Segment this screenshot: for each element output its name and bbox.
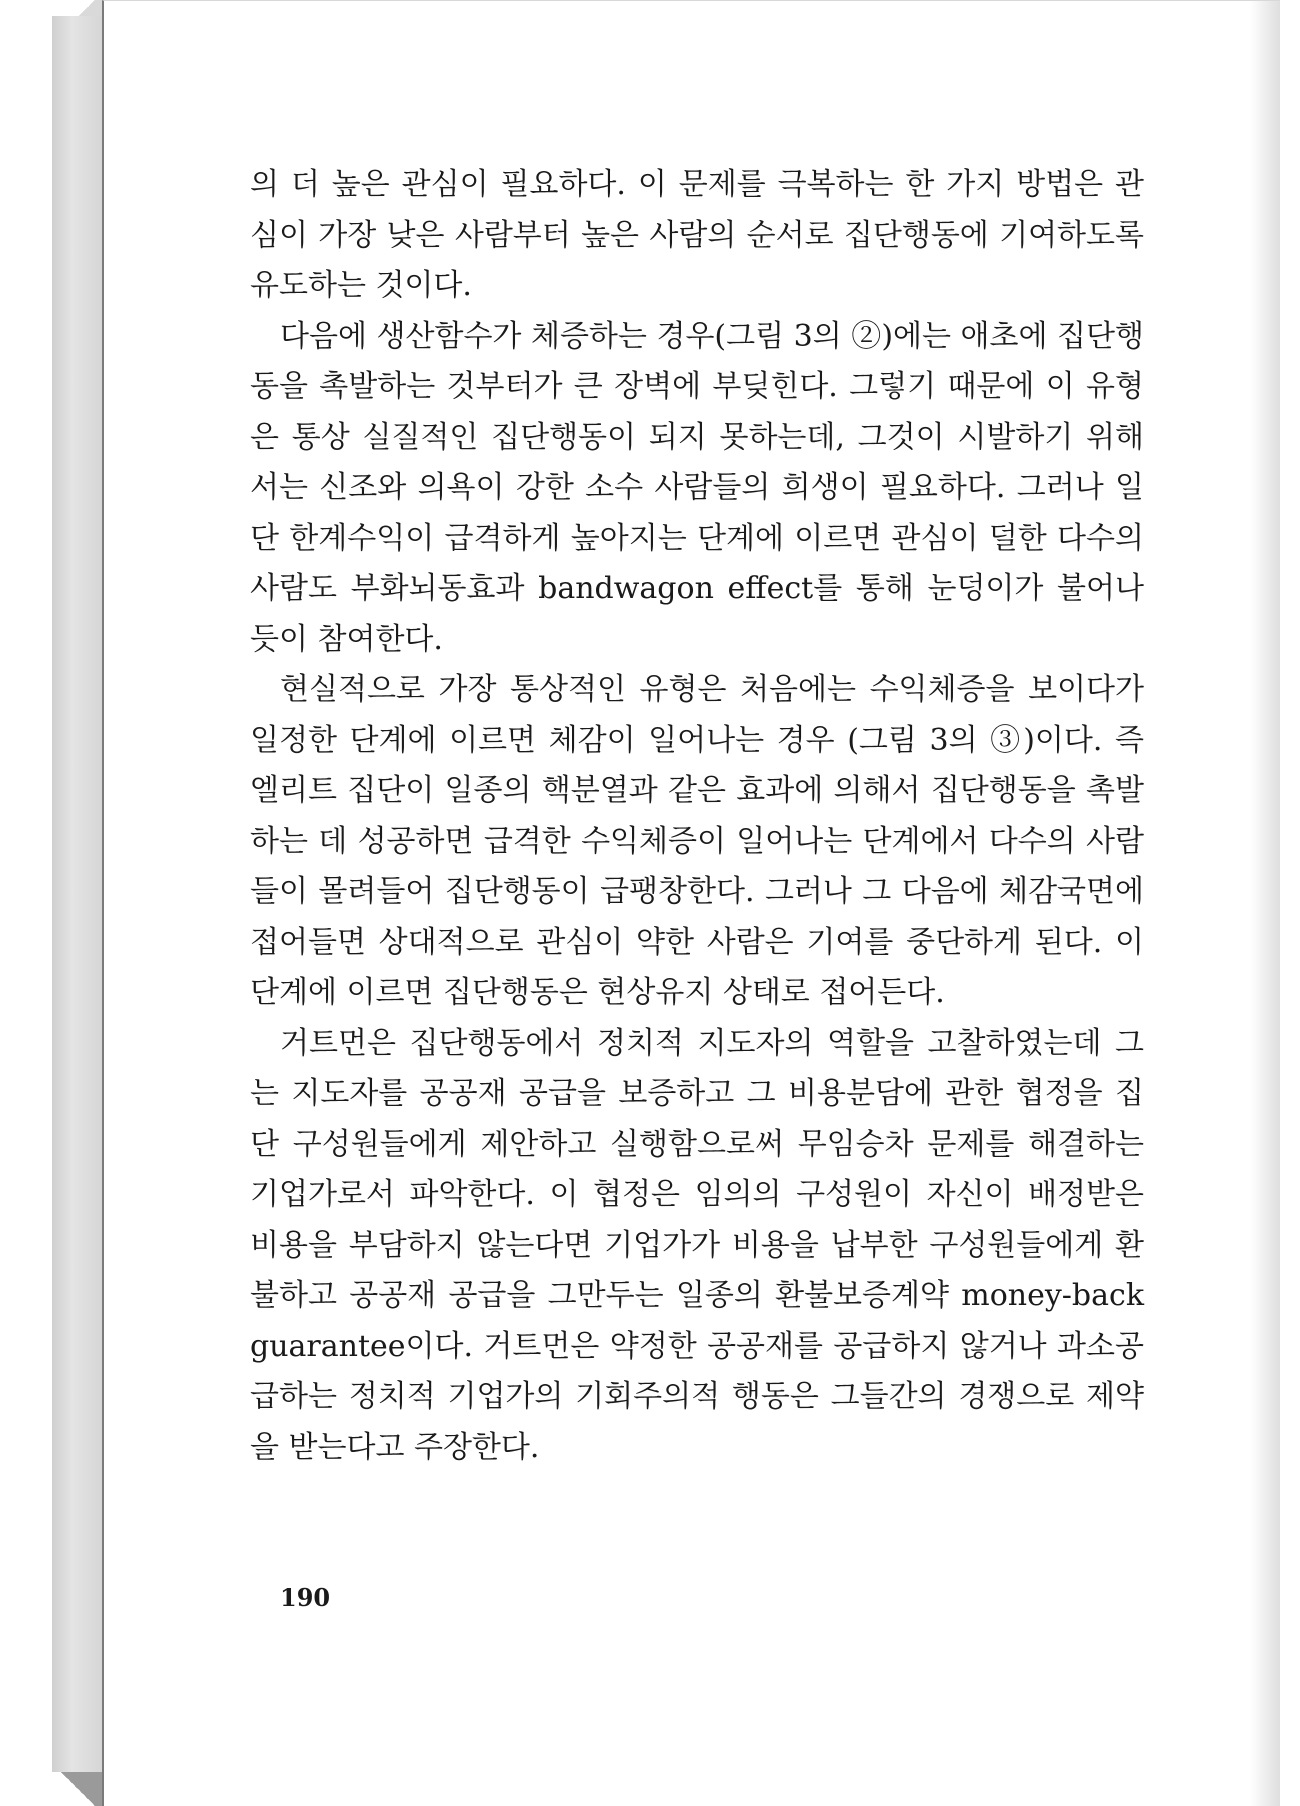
book-spine (52, 16, 102, 1804)
body-text (250, 160, 1144, 1473)
paragraph: 거트먼은 집단행동에서 정치적 지도자의 역할을 고찰하였는데 그는 지도자를 공공재 공급을 보증하고 그 비용분담에 관한 협정을 집단 구성원들에게 제안하고 실행함으로써 무임승차 문제를 해결하는 기업가로서 파악한다. 이 협정은 임의의 구성원이 자신이 배정받은 비용을 부담하지 않는다면 기업가가 비용을 납부한 구성원들에게 환불하고 공공재 공급을 그만두는 일종의 환불보증계약 money-back guarantee이다. 거트먼은 약정한 공공재를 공급하지 않거나 과소공급하는 정치적 기업가의 기회주의적 행동은 그들간의 경쟁으로 제약을 받는다고 주장한다. (250, 1025, 1144, 1465)
paragraph: 의 더 높은 관심이 필요하다. 이 문제를 극복하는 한 가지 방법은 관심이 가장 낮은 사람부터 높은 사람의 순서로 집단행동에 기여하도록 유도하는 것이다. (250, 167, 1144, 303)
paragraph: 다음에 생산함수가 체증하는 경우(그림 3의 ②)에는 애초에 집단행동을 촉발하는 것부터가 큰 장벽에 부딪힌다. 그렇기 때문에 이 유형은 통상 실질적인 집단행동이 되지 못하는데, 그것이 시발하기 위해서는 신조와 의욕이 강한 소수 사람들의 희생이 필요하다. 그러나 일단 한계수익이 급격하게 높아지는 단계에 이르면 관심이 덜한 다수의 사람도 부화뇌동효과 bandwagon effect를 통해 눈덩이가 불어나듯이 참여한다. (250, 318, 1144, 657)
page-edge-shadow (1250, 1, 1280, 1806)
page-number: 190 (280, 1583, 331, 1612)
book-spine-bottom (52, 1772, 104, 1806)
paragraph: 현실적으로 가장 통상적인 유형은 처음에는 수익체증을 보이다가 일정한 단계에 이르면 체감이 일어나는 경우 (그림 3의 ③)이다. 즉 엘리트 집단이 일종의 핵분열과 같은 효과에 의해서 집단행동을 촉발하는 데 성공하면 급격한 수익체증이 일어나는 단계에서 다수의 사람들이 몰려들어 집단행동이 급팽창한다. 그러나 그 다음에 체감국면에 접어들면 상대적으로 관심이 약한 사람은 기여를 중단하게 된다. 이 단계에 이르면 집단행동은 현상유지 상태로 접어든다. (250, 672, 1144, 1010)
